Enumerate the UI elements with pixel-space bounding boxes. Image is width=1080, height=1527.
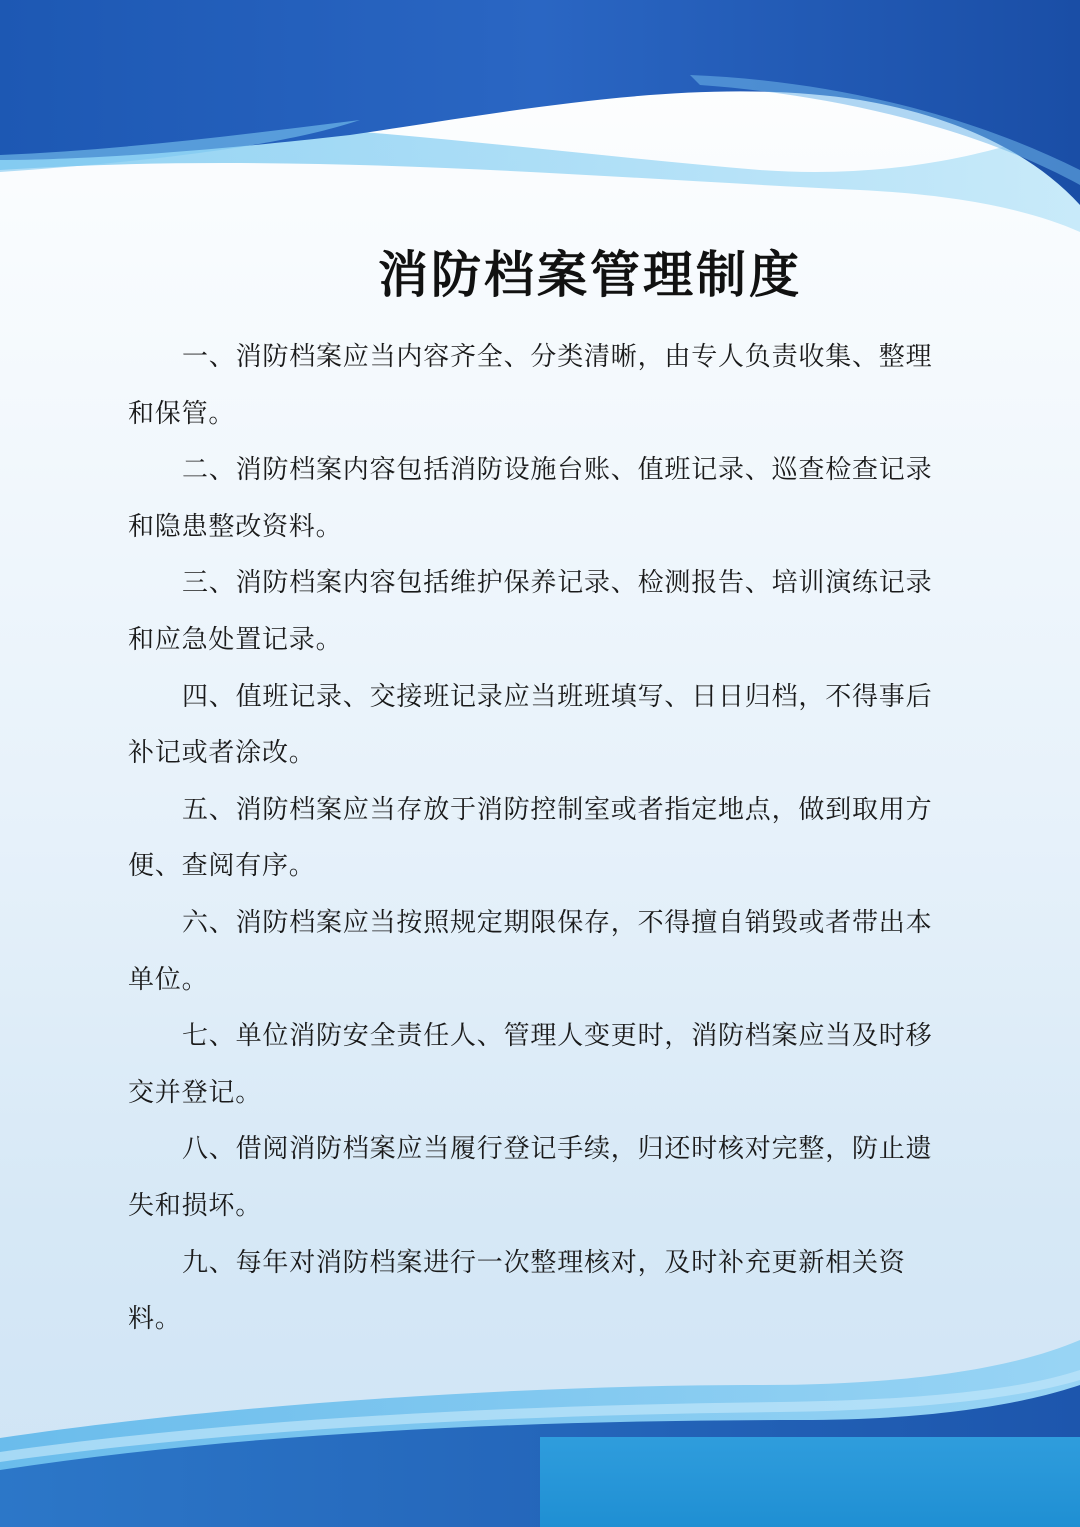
footer-accent-block bbox=[540, 1437, 1080, 1527]
clause-8: 八、借阅消防档案应当履行登记手续，归还时核对完整，防止遗失和损坏。 bbox=[128, 1134, 933, 1221]
clause-5: 五、消防档案应当存放于消防控制室或者指定地点，做到取用方便、查阅有序。 bbox=[128, 794, 933, 882]
clause-6: 六、消防档案应当按照规定期限保存，不得擅自销毁或者带出本单位。 bbox=[128, 907, 933, 995]
clause-list bbox=[128, 329, 952, 1348]
clause-3: 三、消防档案内容包括维护保养记录、检测报告、培训演练记录和应急处置记录。 bbox=[128, 568, 933, 655]
document-title: 消防档案管理制度 bbox=[378, 246, 802, 304]
clause-7: 七、单位消防安全责任人、管理人变更时，消防档案应当及时移交并登记。 bbox=[128, 1021, 933, 1108]
clause-2: 二、消防档案内容包括消防设施台账、值班记录、巡查检查记录和隐患整改资料。 bbox=[128, 455, 933, 542]
clause-4: 四、值班记录、交接班记录应当班班填写、日日归档，不得事后补记或者涂改。 bbox=[128, 681, 933, 769]
clause-1: 一、消防档案应当内容齐全、分类清晰，由专人负责收集、整理和保管。 bbox=[128, 342, 933, 429]
clause-9: 九、每年对消防档案进行一次整理核对，及时补充更新相关资料。 bbox=[128, 1247, 906, 1335]
